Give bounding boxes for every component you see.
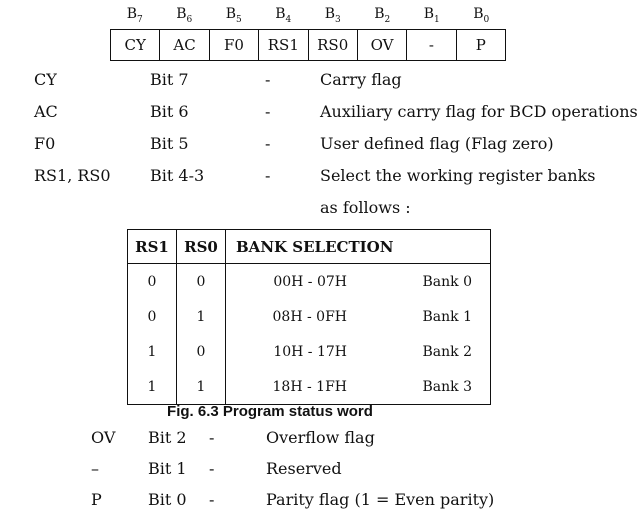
table-row	[128, 334, 491, 369]
flag-name: P	[91, 490, 102, 509]
cell-rs1: 1	[128, 334, 177, 369]
flag-dash: -	[265, 166, 271, 185]
cell-rs1: 0	[128, 264, 177, 300]
cell-rs1: 0	[128, 299, 177, 334]
flag-bit: Bit 0	[148, 490, 187, 509]
cell-range: 00H - 07H	[273, 273, 347, 290]
header-rs1: RS1	[128, 230, 177, 264]
flag-desc: Carry flag	[320, 70, 402, 89]
bit-label-b3: $B_3$	[324, 6, 341, 25]
register-cell-p: P	[456, 30, 505, 60]
bit-label-b6: $B_6$	[176, 6, 193, 25]
cell-bank: Bank 3	[422, 378, 472, 395]
header-rs0: RS0	[177, 230, 226, 264]
cell-rs0: 1	[177, 369, 226, 405]
table-row	[128, 369, 491, 405]
cell-bank: Bank 2	[422, 343, 472, 360]
table-header-row	[128, 230, 491, 264]
flag-bit: Bit 4-3	[150, 166, 205, 185]
cell-rs0: 1	[177, 299, 226, 334]
flag-name: OV	[91, 428, 116, 447]
flag-desc: User defined flag (Flag zero)	[320, 134, 554, 153]
cell-bank: Bank 1	[422, 308, 472, 325]
flag-bit: Bit 6	[150, 102, 189, 121]
register-cell-rs1: RS1	[258, 30, 307, 60]
bit-label-b7: $B_7$	[126, 6, 143, 25]
figure-caption: Fig. 6.3 Program status word	[167, 403, 373, 420]
register-cell-ac: AC	[159, 30, 208, 60]
cell-range: 18H - 1FH	[272, 378, 347, 395]
flag-bit: Bit 7	[150, 70, 189, 89]
cell-rs1: 1	[128, 369, 177, 405]
register-cell-reserved: -	[406, 30, 455, 60]
psw-register	[110, 29, 506, 61]
flag-bit: Bit 2	[148, 428, 187, 447]
flag-name: CY	[34, 70, 57, 89]
cell-bank: Bank 0	[422, 273, 472, 290]
flag-dash: -	[265, 102, 271, 121]
flag-desc: Select the working register banks	[320, 166, 596, 185]
flag-dash: -	[209, 428, 215, 447]
flag-desc: Auxiliary carry flag for BCD operations	[320, 102, 638, 121]
register-cell-f0: F0	[209, 30, 258, 60]
bank-selection-table	[127, 229, 491, 405]
bit-label-b1: $B_1$	[423, 6, 440, 25]
register-cell-cy: CY	[124, 36, 146, 54]
flag-dash: -	[265, 134, 271, 153]
bit-labels	[110, 6, 506, 28]
flag-desc: Overflow flag	[266, 428, 375, 447]
cell-range: 08H - 0FH	[272, 308, 347, 325]
flag-desc: Parity flag (1 = Even parity)	[266, 490, 495, 509]
cell-rs0: 0	[177, 264, 226, 300]
bit-label-b2: $B_2$	[374, 6, 391, 25]
as-follows-text: as follows :	[320, 198, 411, 217]
flag-name: RS1, RS0	[34, 166, 111, 185]
table-row	[128, 264, 491, 300]
flag-name: –	[91, 459, 99, 478]
flag-name: AC	[34, 102, 58, 121]
bit-label-b0: $B_0$	[473, 6, 490, 25]
cell-rs0: 0	[177, 334, 226, 369]
flag-bit: Bit 5	[150, 134, 189, 153]
flag-dash: -	[209, 459, 215, 478]
flag-dash: -	[209, 490, 215, 509]
header-bank-selection: BANK SELECTION	[226, 230, 491, 264]
flag-desc: Reserved	[266, 459, 342, 478]
cell-range: 10H - 17H	[273, 343, 347, 360]
flag-bit: Bit 1	[148, 459, 187, 478]
register-cell-rs0: RS0	[308, 30, 357, 60]
flag-dash: -	[265, 70, 271, 89]
register-cell-ov: OV	[357, 30, 406, 60]
table-row	[128, 299, 491, 334]
flag-name: F0	[34, 134, 56, 153]
bit-label-b4: $B_4$	[275, 6, 292, 25]
bit-label-b5: $B_5$	[225, 6, 242, 25]
